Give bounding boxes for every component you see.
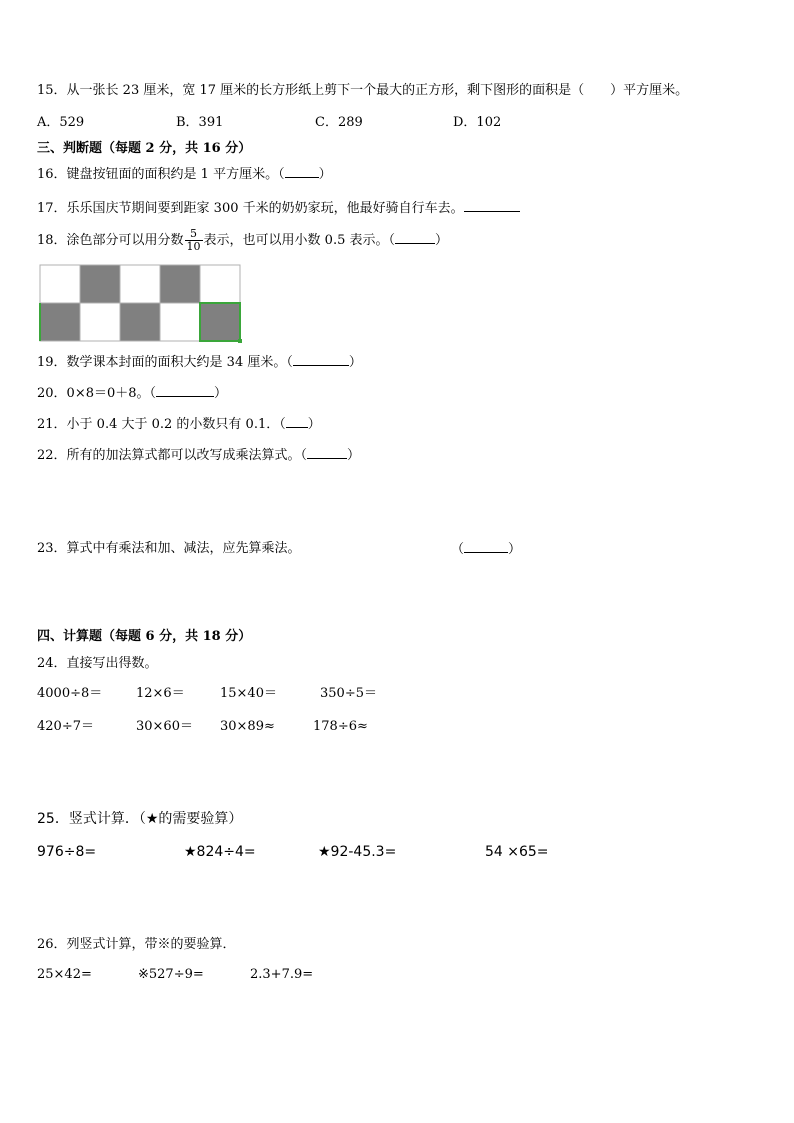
section-3-title: 三、判断题（每题 2 分，共 16 分） bbox=[37, 141, 252, 156]
answer-blank[interactable] bbox=[293, 353, 349, 366]
calc-item: 12×6＝ bbox=[136, 686, 185, 701]
question-26-text: 26．列竖式计算，带※的要验算． bbox=[37, 937, 236, 952]
question-17 bbox=[37, 199, 520, 218]
close-paren: ） bbox=[348, 355, 362, 370]
grid-cell bbox=[200, 265, 240, 303]
answer-blank[interactable] bbox=[464, 540, 508, 553]
question-18-text-post: 表示，也可以用小数 0.5 表示。（ bbox=[203, 233, 395, 248]
question-16-text: 16．键盘按钮面的面积约是 1 平方厘米。（ bbox=[37, 167, 285, 182]
question-16 bbox=[37, 165, 332, 184]
answer-blank[interactable] bbox=[156, 384, 214, 397]
calc-item: 976÷8= bbox=[37, 844, 97, 860]
answer-blank[interactable] bbox=[285, 165, 319, 178]
grid-cell bbox=[40, 265, 80, 303]
calc-item: 4000÷8＝ bbox=[37, 686, 103, 701]
answer-blank[interactable] bbox=[464, 199, 520, 212]
option-d: D．102 bbox=[453, 115, 502, 130]
question-21-text: 21．小于 0.4 大于 0.2 的小数只有 0.1．（ bbox=[37, 417, 286, 432]
question-22 bbox=[37, 446, 360, 465]
calc-item: ★92-45.3= bbox=[318, 844, 397, 860]
close-paren: ） bbox=[214, 386, 228, 401]
answer-blank[interactable] bbox=[286, 415, 308, 428]
calc-item: 25×42= bbox=[37, 967, 92, 982]
section-4-title: 四、计算题（每题 6 分，共 18 分） bbox=[37, 629, 252, 644]
close-paren: ） bbox=[318, 167, 332, 182]
calc-item: 54 ×65= bbox=[485, 844, 549, 860]
question-19-text: 19．数学课本封面的面积大约是 34 厘米。（ bbox=[37, 355, 293, 370]
grid-cell bbox=[120, 265, 160, 303]
calc-item: 420÷7＝ bbox=[37, 719, 94, 734]
question-25-text: 25．竖式计算．（★的需要验算） bbox=[37, 811, 243, 827]
question-19 bbox=[37, 353, 362, 372]
question-23-text: 23．算式中有乘法和加、减法，应先算乘法。 bbox=[37, 541, 301, 556]
grid-cell-shaded bbox=[120, 303, 160, 341]
shaded-grid-figure bbox=[38, 263, 242, 345]
open-paren: （ bbox=[451, 542, 465, 557]
calc-item: 350÷5＝ bbox=[320, 686, 377, 701]
question-20-text: 20．0×8＝0＋8。（ bbox=[37, 386, 157, 401]
close-paren: ） bbox=[508, 542, 522, 557]
calc-item: ※527÷9= bbox=[138, 967, 204, 982]
question-20 bbox=[37, 384, 227, 403]
question-18 bbox=[37, 228, 448, 254]
fraction bbox=[185, 228, 203, 253]
close-paren: ） bbox=[435, 233, 449, 248]
calc-item: 30×89≈ bbox=[220, 719, 275, 734]
grid-cell-shaded bbox=[40, 303, 80, 341]
resize-handle[interactable] bbox=[238, 339, 242, 343]
grid-cell-shaded bbox=[160, 265, 200, 303]
grid-cell-shaded bbox=[80, 265, 120, 303]
question-24-text: 24．直接写出得数。 bbox=[37, 656, 158, 671]
fraction-numerator: 5 bbox=[185, 228, 203, 241]
calc-item: 30×60＝ bbox=[136, 719, 193, 734]
calc-item: ★824÷4= bbox=[184, 844, 256, 860]
question-17-text: 17．乐乐国庆节期间要到距家 300 千米的奶奶家玩，他最好骑自行车去。 bbox=[37, 201, 464, 216]
question-15-text: 15．从一张长 23 厘米，宽 17 厘米的长方形纸上剪下一个最大的正方形，剩下图形的面积是（ ）平方厘米。 bbox=[37, 83, 689, 98]
grid-cell bbox=[80, 303, 120, 341]
grid-cell-shaded bbox=[200, 303, 240, 341]
option-b: B．391 bbox=[176, 115, 224, 130]
answer-blank[interactable] bbox=[307, 446, 347, 459]
option-c: C．289 bbox=[315, 115, 363, 130]
question-22-text: 22．所有的加法算式都可以改写成乘法算式。（ bbox=[37, 448, 308, 463]
answer-blank[interactable] bbox=[395, 231, 435, 244]
question-23-answer bbox=[451, 540, 521, 559]
calc-item: 15×40＝ bbox=[220, 686, 277, 701]
close-paren: ） bbox=[347, 448, 361, 463]
grid-cell bbox=[160, 303, 200, 341]
calc-item: 178÷6≈ bbox=[313, 719, 368, 734]
close-paren: ） bbox=[307, 417, 321, 432]
question-15 bbox=[37, 82, 688, 100]
question-18-text-pre: 18．涂色部分可以用分数 bbox=[37, 233, 184, 248]
fraction-denominator: 10 bbox=[186, 240, 201, 253]
question-21 bbox=[37, 415, 321, 434]
question-23 bbox=[37, 540, 301, 558]
calc-item: 2.3+7.9= bbox=[250, 967, 314, 982]
option-a: A．529 bbox=[37, 115, 85, 130]
